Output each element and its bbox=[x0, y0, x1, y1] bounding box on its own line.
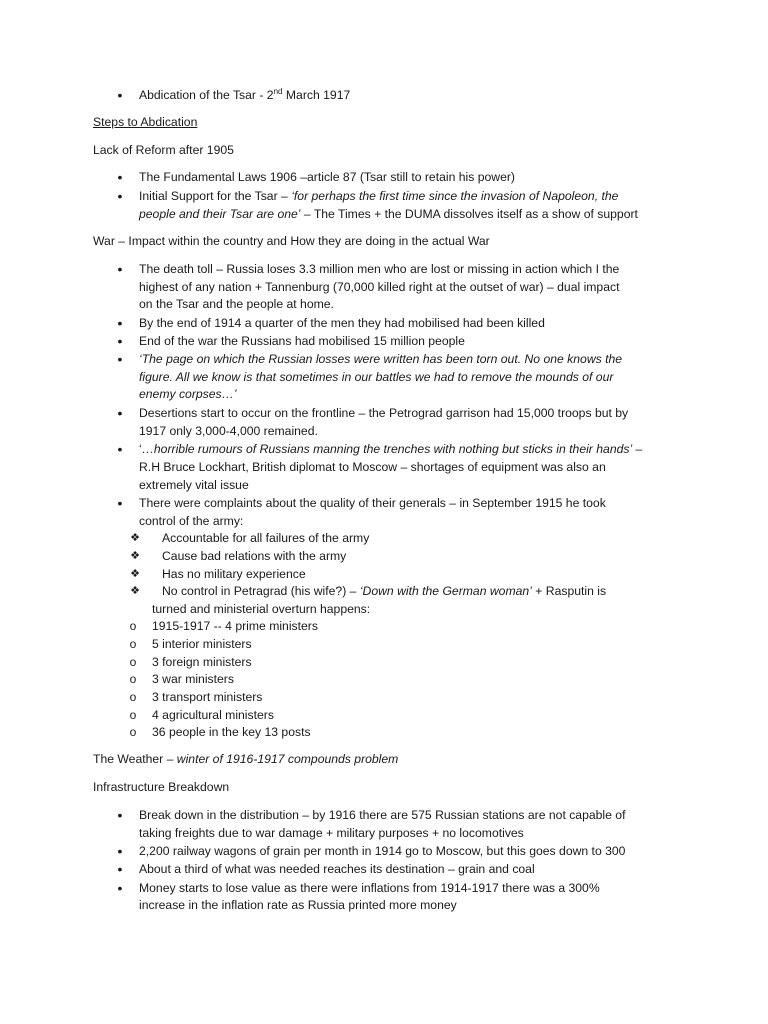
list-item: There were complaints about the quality of their generals – in September 1915 he took bbox=[139, 496, 606, 510]
list-item-continued: extremely vital issue bbox=[139, 478, 249, 492]
list-item: The Fundamental Laws 1906 –article 87 (Tsar still to retain his power) bbox=[139, 170, 515, 184]
circle-bullet-icon: o bbox=[129, 708, 137, 722]
list-item: By the end of 1914 a quarter of the men they had mobilised had been killed bbox=[139, 316, 545, 330]
bullet-dot bbox=[114, 405, 126, 423]
list-item: Money starts to lose value as there were inflations from 1914-1917 there was a 300% bbox=[139, 881, 600, 895]
list-item: About a third of what was needed reaches its destination – grain and coal bbox=[139, 862, 535, 876]
list-item-continued: control of the army: bbox=[139, 514, 244, 528]
bullet-dot bbox=[114, 87, 126, 105]
bullet-dot bbox=[114, 169, 126, 187]
list-item: Break down in the distribution – by 1916 there are 575 Russian stations are not capable of bbox=[139, 808, 626, 822]
section-title-weather: The Weather – winter of 1916-1917 compounds problem bbox=[93, 752, 399, 766]
list-item-continued: enemy corpses…’ bbox=[139, 387, 237, 401]
list-item: End of the war the Russians had mobilised 15 million people bbox=[139, 334, 465, 348]
bullet-dot bbox=[114, 315, 126, 333]
circle-bullet-icon: o bbox=[129, 619, 137, 633]
sub-list-item: Cause bad relations with the army bbox=[162, 549, 347, 563]
list-item: Initial Support for the Tsar – ‘for perhaps the first time since the invasion of Napoleon, the bbox=[139, 189, 619, 203]
list-item: Desertions start to occur on the frontline – the Petrograd garrison had 15,000 troops but by bbox=[139, 406, 629, 420]
section-title-war: War – Impact within the country and How they are doing in the actual War bbox=[93, 234, 490, 248]
minister-item: 36 people in the key 13 posts bbox=[152, 725, 311, 739]
circle-bullet-icon: o bbox=[129, 672, 137, 686]
section-title-lack-of-reform: Lack of Reform after 1905 bbox=[93, 143, 234, 157]
list-item-quote: ‘…horrible rumours of Russians manning the trenches with nothing but sticks in their hands’ – bbox=[139, 442, 643, 456]
list-item-continued: increase in the inflation rate as Russia printed more money bbox=[139, 898, 457, 912]
bullet-dot bbox=[114, 843, 126, 861]
minister-item: 3 war ministers bbox=[152, 672, 234, 686]
list-item-continued: highest of any nation + Tannenburg (70,000 killed right at the outset of war) – dual impact bbox=[139, 280, 620, 294]
minister-item: 5 interior ministers bbox=[152, 637, 252, 651]
sub-list-item: Accountable for all failures of the army bbox=[162, 531, 370, 545]
document-heading: Abdication of the Tsar - 2nd March 1917 bbox=[139, 86, 351, 102]
sub-list-item-continued: turned and ministerial overturn happens: bbox=[152, 602, 371, 616]
list-item-continued: 1917 only 3,000-4,000 remained. bbox=[139, 424, 318, 438]
bullet-dot bbox=[114, 495, 126, 513]
bullet-dot bbox=[114, 333, 126, 351]
circle-bullet-icon: o bbox=[129, 655, 137, 669]
bullet-dot bbox=[114, 188, 126, 206]
list-item: 2,200 railway wagons of grain per month in 1914 go to Moscow, but this goes down to 300 bbox=[139, 844, 626, 858]
circle-bullet-icon: o bbox=[129, 637, 137, 651]
minister-item: 4 agricultural ministers bbox=[152, 708, 274, 722]
bullet-dot bbox=[114, 861, 126, 879]
list-item-quote: ‘The page on which the Russian losses were written has been torn out. No one knows the bbox=[139, 352, 623, 366]
list-item: The death toll – Russia loses 3.3 million men who are lost or missing in action which I the bbox=[139, 262, 620, 276]
list-item-continued: figure. All we know is that sometimes in our battles we had to remove the mounds of our bbox=[139, 370, 614, 384]
minister-item: 3 transport ministers bbox=[152, 690, 263, 704]
bullet-dot bbox=[114, 261, 126, 279]
list-item-continued: R.H Bruce Lockhart, British diplomat to Moscow – shortages of equipment was also an bbox=[139, 460, 606, 474]
diamond-bullet-icon: ❖ bbox=[130, 532, 140, 544]
diamond-bullet-icon: ❖ bbox=[130, 550, 140, 562]
section-title-steps: Steps to Abdication bbox=[93, 115, 198, 129]
bullet-dot bbox=[114, 441, 126, 459]
list-item-continued: people and their Tsar are one’ – The Times + the DUMA dissolves itself as a show of support bbox=[139, 207, 638, 221]
minister-item: 1915-1917 -- 4 prime ministers bbox=[152, 619, 318, 633]
minister-item: 3 foreign ministers bbox=[152, 655, 252, 669]
circle-bullet-icon: o bbox=[129, 690, 137, 704]
sub-list-item: No control in Petragrad (his wife?) – ‘Down with the German woman’ + Rasputin is bbox=[162, 584, 607, 598]
bullet-dot bbox=[114, 351, 126, 369]
sub-list-item: Has no military experience bbox=[162, 567, 306, 581]
list-item-continued: taking freights due to war damage + military purposes + no locomotives bbox=[139, 826, 524, 840]
bullet-dot bbox=[114, 880, 126, 898]
diamond-bullet-icon: ❖ bbox=[130, 585, 140, 597]
bullet-dot bbox=[114, 807, 126, 825]
section-title-infrastructure: Infrastructure Breakdown bbox=[93, 780, 230, 794]
diamond-bullet-icon: ❖ bbox=[130, 568, 140, 580]
list-item-continued: on the Tsar and the people at home. bbox=[139, 297, 334, 311]
circle-bullet-icon: o bbox=[129, 725, 137, 739]
